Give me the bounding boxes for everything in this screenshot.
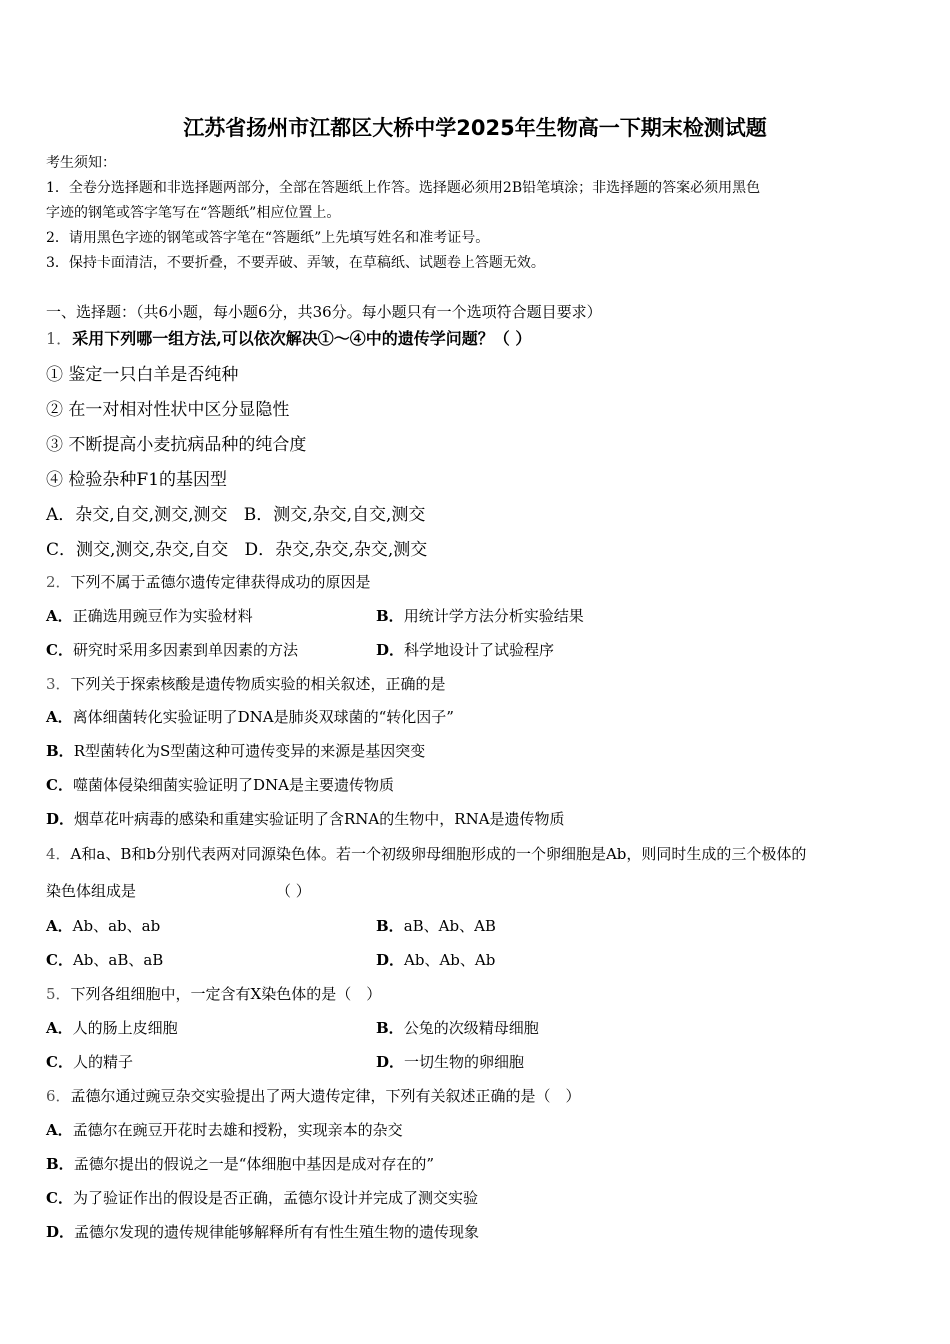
option-text: 离体细菌转化实验证明了DNA是肺炎双球菌的“转化因子”	[72, 708, 454, 726]
option-c[interactable]	[46, 949, 163, 970]
notice-heading: 考生须知：	[46, 155, 116, 171]
q1-item-2: ② 在一对相对性状中区分显隐性	[46, 400, 290, 420]
q1-item-1: ① 鉴定一只白羊是否纯种	[46, 365, 239, 385]
question-6	[46, 1085, 581, 1106]
question-number: 1．	[46, 329, 73, 348]
q1-item-3: ③ 不断提高小麦抗病品种的纯合度	[46, 435, 307, 455]
option-label: D．	[376, 641, 405, 659]
option-text: 为了验证作出的假设是否正确，孟德尔设计并完成了测交实验	[72, 1189, 478, 1207]
option-label: D．	[46, 810, 75, 828]
q1-options-ab	[46, 500, 425, 525]
option-d[interactable]	[46, 1221, 479, 1242]
notice-line-2: 字迹的钢笔或答字笔写在“答题纸”相应位置上。	[46, 205, 341, 221]
option-text: 孟德尔在豌豆开花时去雄和授粉，实现亲本的杂交	[72, 1121, 403, 1139]
question-number: 3．	[46, 675, 71, 693]
option-text: aB、Ab、AB	[403, 917, 496, 935]
question-4-stem-continued: 染色体组成是	[46, 882, 137, 900]
answer-parentheses: （ ）	[276, 882, 311, 900]
option-label: B．	[46, 742, 74, 760]
option-text: Ab、Ab、Ab	[404, 951, 496, 969]
option-d[interactable]: D．杂交,杂交,杂交,测交	[244, 540, 428, 560]
question-5	[46, 983, 381, 1004]
option-text: 一切生物的卵细胞	[404, 1053, 525, 1071]
question-stem: 孟德尔通过豌豆杂交实验提出了两大遗传定律，下列有关叙述正确的是（ ）	[70, 1087, 581, 1105]
q1-options-cd	[46, 535, 427, 560]
option-text: 孟德尔发现的遗传规律能够解释所有有性生殖生物的遗传现象	[74, 1223, 480, 1241]
option-label: B．	[376, 607, 404, 625]
option-c[interactable]	[46, 639, 298, 660]
option-a[interactable]	[46, 706, 454, 727]
option-text: 用统计学方法分析实验结果	[403, 607, 584, 625]
option-text: 噬菌体侵染细菌实验证明了DNA是主要遗传物质	[72, 776, 394, 794]
question-3	[46, 673, 446, 694]
notice-line-1: 1．全卷分选择题和非选择题两部分，全部在答题纸上作答。选择题必须用2B铅笔填涂；非选择题的答案必须用黑色	[46, 180, 761, 196]
option-a[interactable]	[46, 1119, 403, 1140]
option-text: Ab、aB、aB	[72, 951, 164, 969]
page-title: 江苏省扬州市江都区大桥中学2025年生物高一下期末检测试题	[183, 116, 767, 140]
option-b[interactable]	[46, 740, 425, 761]
option-a[interactable]: A．杂交,自交,测交,测交	[46, 505, 228, 525]
option-c[interactable]	[46, 774, 394, 795]
option-text: 科学地设计了试验程序	[404, 641, 555, 659]
option-label: B．	[46, 1155, 74, 1173]
option-label: C．	[46, 776, 73, 794]
option-b[interactable]: B．测交,杂交,自交,测交	[243, 505, 426, 525]
option-b[interactable]	[46, 1153, 434, 1174]
option-label: B．	[376, 1019, 404, 1037]
option-text: Ab、ab、ab	[72, 917, 161, 935]
option-c[interactable]: C．测交,测交,杂交,自交	[46, 540, 229, 560]
question-number: 2．	[46, 573, 71, 591]
option-label: C．	[46, 1053, 73, 1071]
option-a[interactable]	[46, 605, 253, 626]
option-d[interactable]	[376, 1051, 524, 1072]
notice-line-4: 3．保持卡面清洁，不要折叠，不要弄破、弄皱，在草稿纸、试题卷上答题无效。	[46, 255, 545, 271]
option-text: 烟草花叶病毒的感染和重建实验证明了含RNA的生物中，RNA是遗传物质	[74, 810, 565, 828]
option-label: A．	[46, 1121, 73, 1139]
option-label: D．	[376, 951, 405, 969]
option-text: 研究时采用多因素到单因素的方法	[72, 641, 298, 659]
notice-line-3: 2．请用黑色字迹的钢笔或答字笔在“答题纸”上先填写姓名和准考证号。	[46, 230, 490, 246]
question-2	[46, 571, 371, 592]
q1-item-4: ④ 检验杂种F1的基因型	[46, 470, 228, 490]
question-stem: 采用下列哪一组方法,可以依次解决①～④中的遗传学问题？（ ）	[72, 329, 532, 348]
option-text: 孟德尔提出的假说之一是“体细胞中基因是成对存在的”	[73, 1155, 435, 1173]
question-stem: 下列各组细胞中，一定含有X染色体的是（ ）	[70, 985, 382, 1003]
option-text: 公兔的次级精母细胞	[403, 1019, 539, 1037]
question-1	[46, 326, 531, 349]
question-number: 4．	[46, 845, 71, 863]
option-b[interactable]	[376, 605, 584, 626]
option-d[interactable]	[376, 949, 495, 970]
section-heading: 一、选择题：（共6小题，每小题6分，共36分。每小题只有一个选项符合题目要求）	[46, 303, 602, 321]
question-stem: 下列不属于孟德尔遗传定律获得成功的原因是	[70, 573, 371, 591]
question-stem: A和a、B和b分别代表两对同源染色体。若一个初级卵母细胞形成的一个卵细胞是Ab，则同时生成的三个极体的	[70, 845, 807, 863]
option-b[interactable]	[376, 915, 496, 936]
option-a[interactable]	[46, 1017, 178, 1038]
option-label: C．	[46, 641, 73, 659]
option-label: B．	[376, 917, 404, 935]
option-label: A．	[46, 708, 73, 726]
option-d[interactable]	[46, 808, 565, 829]
option-label: A．	[46, 1019, 73, 1037]
option-label: A．	[46, 607, 73, 625]
option-c[interactable]	[46, 1051, 133, 1072]
option-a[interactable]	[46, 915, 160, 936]
option-text: 人的精子	[72, 1053, 133, 1071]
question-4	[46, 843, 806, 864]
option-text: R型菌转化为S型菌这种可遗传变异的来源是基因突变	[73, 742, 426, 760]
option-label: D．	[46, 1223, 75, 1241]
question-number: 6．	[46, 1087, 71, 1105]
option-text: 正确选用豌豆作为实验材料	[72, 607, 253, 625]
option-label: C．	[46, 1189, 73, 1207]
option-label: C．	[46, 951, 73, 969]
option-label: A．	[46, 917, 73, 935]
option-text: 人的肠上皮细胞	[72, 1019, 178, 1037]
question-stem: 下列关于探索核酸是遗传物质实验的相关叙述，正确的是	[70, 675, 446, 693]
option-c[interactable]	[46, 1187, 478, 1208]
option-d[interactable]	[376, 639, 554, 660]
option-label: D．	[376, 1053, 405, 1071]
question-number: 5．	[46, 985, 71, 1003]
option-b[interactable]	[376, 1017, 539, 1038]
